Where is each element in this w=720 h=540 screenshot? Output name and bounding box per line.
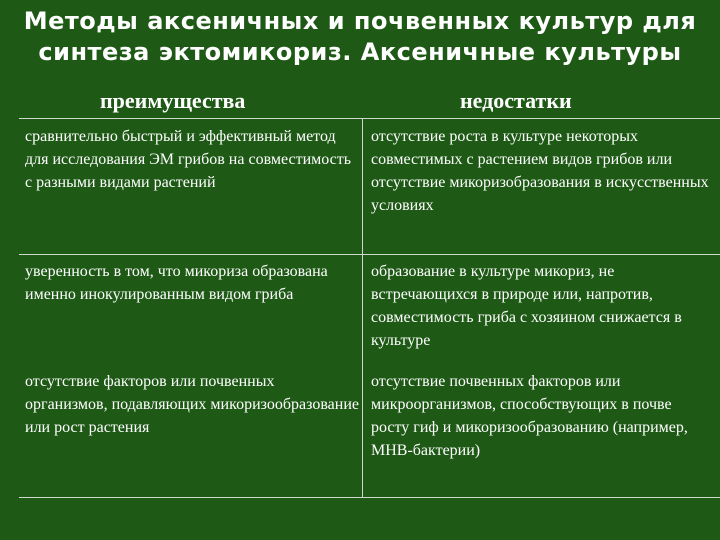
slide-title: Методы аксеничных и почвенных культур для синтеза эктомикориз. Аксеничные культуры <box>23 7 697 66</box>
table-bottom-border <box>19 497 720 498</box>
row-3-advantage: отсутствие факторов или почвенных организмов, подавляющих микоризообразование или рост растения <box>25 373 360 436</box>
row-1-disadvantage: отсутствие роста в культуре некоторых совместимых с растением видов грибов или отсутствие микоризобразования в искусственных условиях <box>371 128 709 214</box>
row-2-advantage: уверенность в том, что микориза образована именно инокулированным видом гриба <box>25 263 328 303</box>
row-divider <box>19 254 720 255</box>
column-divider <box>362 118 363 498</box>
advantages-header: преимущества <box>100 88 246 113</box>
disadvantages-header: недостатки <box>460 88 572 113</box>
table-top-border <box>19 118 720 119</box>
row-3-disadvantage: отсутствие почвенных факторов или микроорганизмов, способствующих в почве росту гиф и микоризообразованию (например, МНВ-бактерии) <box>371 373 688 459</box>
comparison-table <box>19 118 720 498</box>
row-1-advantage: сравнительно быстрый и эффективный метод для исследования ЭМ грибов на совместимость с разными видами растений <box>25 128 352 191</box>
row-2-disadvantage: образование в культуре микориз, не встречающихся в природе или, напротив, совместимость гриба с хозяином снижается в культуре <box>371 263 682 349</box>
